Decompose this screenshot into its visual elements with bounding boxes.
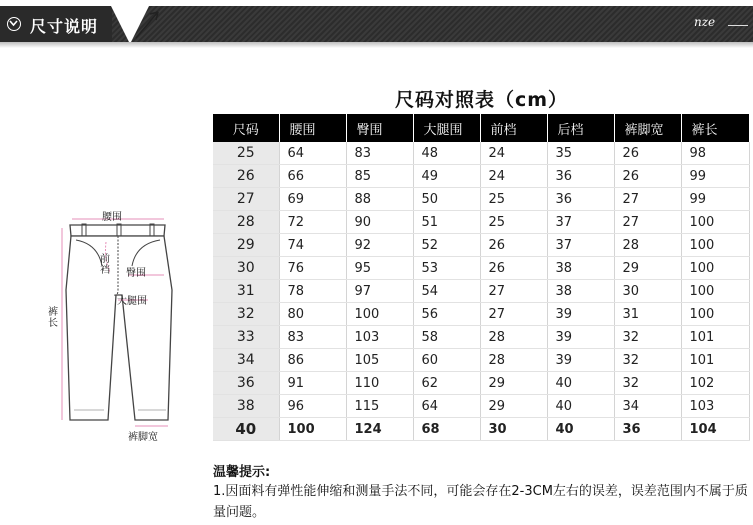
table-cell: 100 bbox=[681, 234, 749, 257]
table-cell: 34 bbox=[614, 395, 681, 418]
table-cell: 32 bbox=[614, 326, 681, 349]
header-length: 裤长 bbox=[681, 114, 749, 142]
table-row bbox=[213, 165, 749, 188]
table-cell: 26 bbox=[480, 234, 547, 257]
size-table bbox=[213, 114, 750, 441]
table-cell: 98 bbox=[681, 142, 749, 165]
table-cell: 64 bbox=[413, 395, 480, 418]
table-cell: 76 bbox=[279, 257, 346, 280]
table-cell: 50 bbox=[413, 188, 480, 211]
table-cell: 32 bbox=[614, 349, 681, 372]
table-row bbox=[213, 326, 749, 349]
table-cell: 85 bbox=[346, 165, 413, 188]
table-cell: 56 bbox=[413, 303, 480, 326]
table-cell: 110 bbox=[346, 372, 413, 395]
pants-outline-icon bbox=[40, 200, 180, 440]
table-cell: 60 bbox=[413, 349, 480, 372]
table-row bbox=[213, 188, 749, 211]
header-size: 尺码 bbox=[213, 114, 279, 142]
table-cell: 26 bbox=[614, 165, 681, 188]
table-row bbox=[213, 395, 749, 418]
table-row bbox=[213, 257, 749, 280]
table-cell: 29 bbox=[614, 257, 681, 280]
size-cell: 32 bbox=[213, 303, 279, 326]
table-cell: 26 bbox=[614, 142, 681, 165]
table-cell: 78 bbox=[279, 280, 346, 303]
table-cell: 27 bbox=[614, 188, 681, 211]
table-cell: 36 bbox=[614, 418, 681, 441]
section-title: 尺寸说明 bbox=[30, 17, 99, 36]
table-cell: 25 bbox=[480, 211, 547, 234]
table-cell: 36 bbox=[547, 188, 614, 211]
table-cell: 96 bbox=[279, 395, 346, 418]
table-cell: 36 bbox=[547, 165, 614, 188]
table-cell: 72 bbox=[279, 211, 346, 234]
brand-logo: nze bbox=[694, 15, 716, 29]
table-cell: 86 bbox=[279, 349, 346, 372]
table-cell: 101 bbox=[681, 326, 749, 349]
size-cell: 28 bbox=[213, 211, 279, 234]
table-cell: 104 bbox=[681, 418, 749, 441]
table-cell: 37 bbox=[547, 211, 614, 234]
table-cell: 100 bbox=[279, 418, 346, 441]
table-cell: 97 bbox=[346, 280, 413, 303]
table-cell: 39 bbox=[547, 326, 614, 349]
table-cell: 64 bbox=[279, 142, 346, 165]
table-cell: 54 bbox=[413, 280, 480, 303]
table-cell: 49 bbox=[413, 165, 480, 188]
size-cell: 30 bbox=[213, 257, 279, 280]
table-cell: 29 bbox=[480, 395, 547, 418]
arrow-decoration-icon bbox=[128, 4, 164, 44]
table-cell: 100 bbox=[681, 280, 749, 303]
table-cell: 105 bbox=[346, 349, 413, 372]
label-hip: 臀围 bbox=[126, 268, 146, 279]
table-cell: 100 bbox=[681, 303, 749, 326]
table-cell: 68 bbox=[413, 418, 480, 441]
size-cell: 34 bbox=[213, 349, 279, 372]
table-cell: 95 bbox=[346, 257, 413, 280]
table-row bbox=[213, 349, 749, 372]
banner-shadow bbox=[0, 42, 753, 48]
table-cell: 39 bbox=[547, 349, 614, 372]
table-cell: 40 bbox=[547, 372, 614, 395]
table-cell: 35 bbox=[547, 142, 614, 165]
label-length-2: 长 bbox=[48, 318, 58, 329]
table-cell: 99 bbox=[681, 188, 749, 211]
table-cell: 32 bbox=[614, 372, 681, 395]
size-cell: 38 bbox=[213, 395, 279, 418]
table-cell: 80 bbox=[279, 303, 346, 326]
table-cell: 27 bbox=[480, 280, 547, 303]
label-length-1: 裤 bbox=[48, 307, 58, 318]
table-cell: 24 bbox=[480, 165, 547, 188]
table-row bbox=[213, 142, 749, 165]
size-cell: 33 bbox=[213, 326, 279, 349]
table-row bbox=[213, 280, 749, 303]
table-cell: 40 bbox=[547, 395, 614, 418]
chevron-down-circle-icon bbox=[7, 17, 21, 31]
table-row bbox=[213, 418, 749, 441]
table-cell: 52 bbox=[413, 234, 480, 257]
size-cell: 31 bbox=[213, 280, 279, 303]
pants-diagram bbox=[40, 200, 180, 444]
table-cell: 29 bbox=[480, 372, 547, 395]
table-cell: 90 bbox=[346, 211, 413, 234]
table-cell: 37 bbox=[547, 234, 614, 257]
size-cell: 26 bbox=[213, 165, 279, 188]
table-cell: 100 bbox=[681, 257, 749, 280]
table-cell: 91 bbox=[279, 372, 346, 395]
size-cell: 29 bbox=[213, 234, 279, 257]
size-cell: 27 bbox=[213, 188, 279, 211]
table-cell: 53 bbox=[413, 257, 480, 280]
table-cell: 28 bbox=[614, 234, 681, 257]
table-cell: 38 bbox=[547, 257, 614, 280]
table-cell: 51 bbox=[413, 211, 480, 234]
table-cell: 102 bbox=[681, 372, 749, 395]
size-cell: 40 bbox=[213, 418, 279, 441]
header-waist: 腰围 bbox=[279, 114, 346, 142]
table-cell: 40 bbox=[547, 418, 614, 441]
tips-title: 温馨提示: bbox=[213, 465, 271, 480]
table-cell: 115 bbox=[346, 395, 413, 418]
table-cell: 99 bbox=[681, 165, 749, 188]
table-header-row bbox=[213, 114, 749, 142]
table-cell: 103 bbox=[681, 395, 749, 418]
label-front-rise-1: 前 bbox=[100, 254, 110, 265]
table-cell: 28 bbox=[480, 349, 547, 372]
table-row bbox=[213, 234, 749, 257]
table-cell: 48 bbox=[413, 142, 480, 165]
header-hip: 臀围 bbox=[346, 114, 413, 142]
table-cell: 124 bbox=[346, 418, 413, 441]
table-title: 尺码对照表（cm） bbox=[395, 89, 569, 111]
label-waist: 腰围 bbox=[102, 212, 122, 223]
table-cell: 30 bbox=[614, 280, 681, 303]
table-cell: 92 bbox=[346, 234, 413, 257]
table-cell: 58 bbox=[413, 326, 480, 349]
header-leg-opening: 裤脚宽 bbox=[614, 114, 681, 142]
table-cell: 27 bbox=[614, 211, 681, 234]
table-cell: 100 bbox=[681, 211, 749, 234]
label-front-rise-2: 裆 bbox=[100, 265, 110, 276]
label-leg-opening: 裤脚宽 bbox=[128, 432, 158, 443]
table-cell: 31 bbox=[614, 303, 681, 326]
header-back-rise: 后档 bbox=[547, 114, 614, 142]
table-cell: 25 bbox=[480, 188, 547, 211]
size-cell: 36 bbox=[213, 372, 279, 395]
table-cell: 27 bbox=[480, 303, 547, 326]
size-cell: 25 bbox=[213, 142, 279, 165]
table-cell: 26 bbox=[480, 257, 547, 280]
tips-text: 1.因面料有弹性能伸缩和测量手法不同，可能会存在2-3CM左右的误差，误差范围内不属于质量问题。 bbox=[213, 484, 748, 520]
table-cell: 30 bbox=[480, 418, 547, 441]
table-cell: 28 bbox=[480, 326, 547, 349]
header-front-rise: 前档 bbox=[480, 114, 547, 142]
label-thigh: 大腿围 bbox=[117, 296, 147, 307]
header-thigh: 大腿围 bbox=[413, 114, 480, 142]
table-cell: 69 bbox=[279, 188, 346, 211]
table-cell: 74 bbox=[279, 234, 346, 257]
table-cell: 83 bbox=[346, 142, 413, 165]
table-cell: 101 bbox=[681, 349, 749, 372]
table-row bbox=[213, 303, 749, 326]
table-cell: 38 bbox=[547, 280, 614, 303]
table-row bbox=[213, 372, 749, 395]
header-banner bbox=[0, 0, 753, 62]
table-row bbox=[213, 211, 749, 234]
table-cell: 103 bbox=[346, 326, 413, 349]
table-cell: 88 bbox=[346, 188, 413, 211]
table-cell: 62 bbox=[413, 372, 480, 395]
table-cell: 100 bbox=[346, 303, 413, 326]
table-cell: 24 bbox=[480, 142, 547, 165]
table-cell: 83 bbox=[279, 326, 346, 349]
table-cell: 39 bbox=[547, 303, 614, 326]
logo-divider bbox=[728, 25, 748, 26]
table-cell: 66 bbox=[279, 165, 346, 188]
